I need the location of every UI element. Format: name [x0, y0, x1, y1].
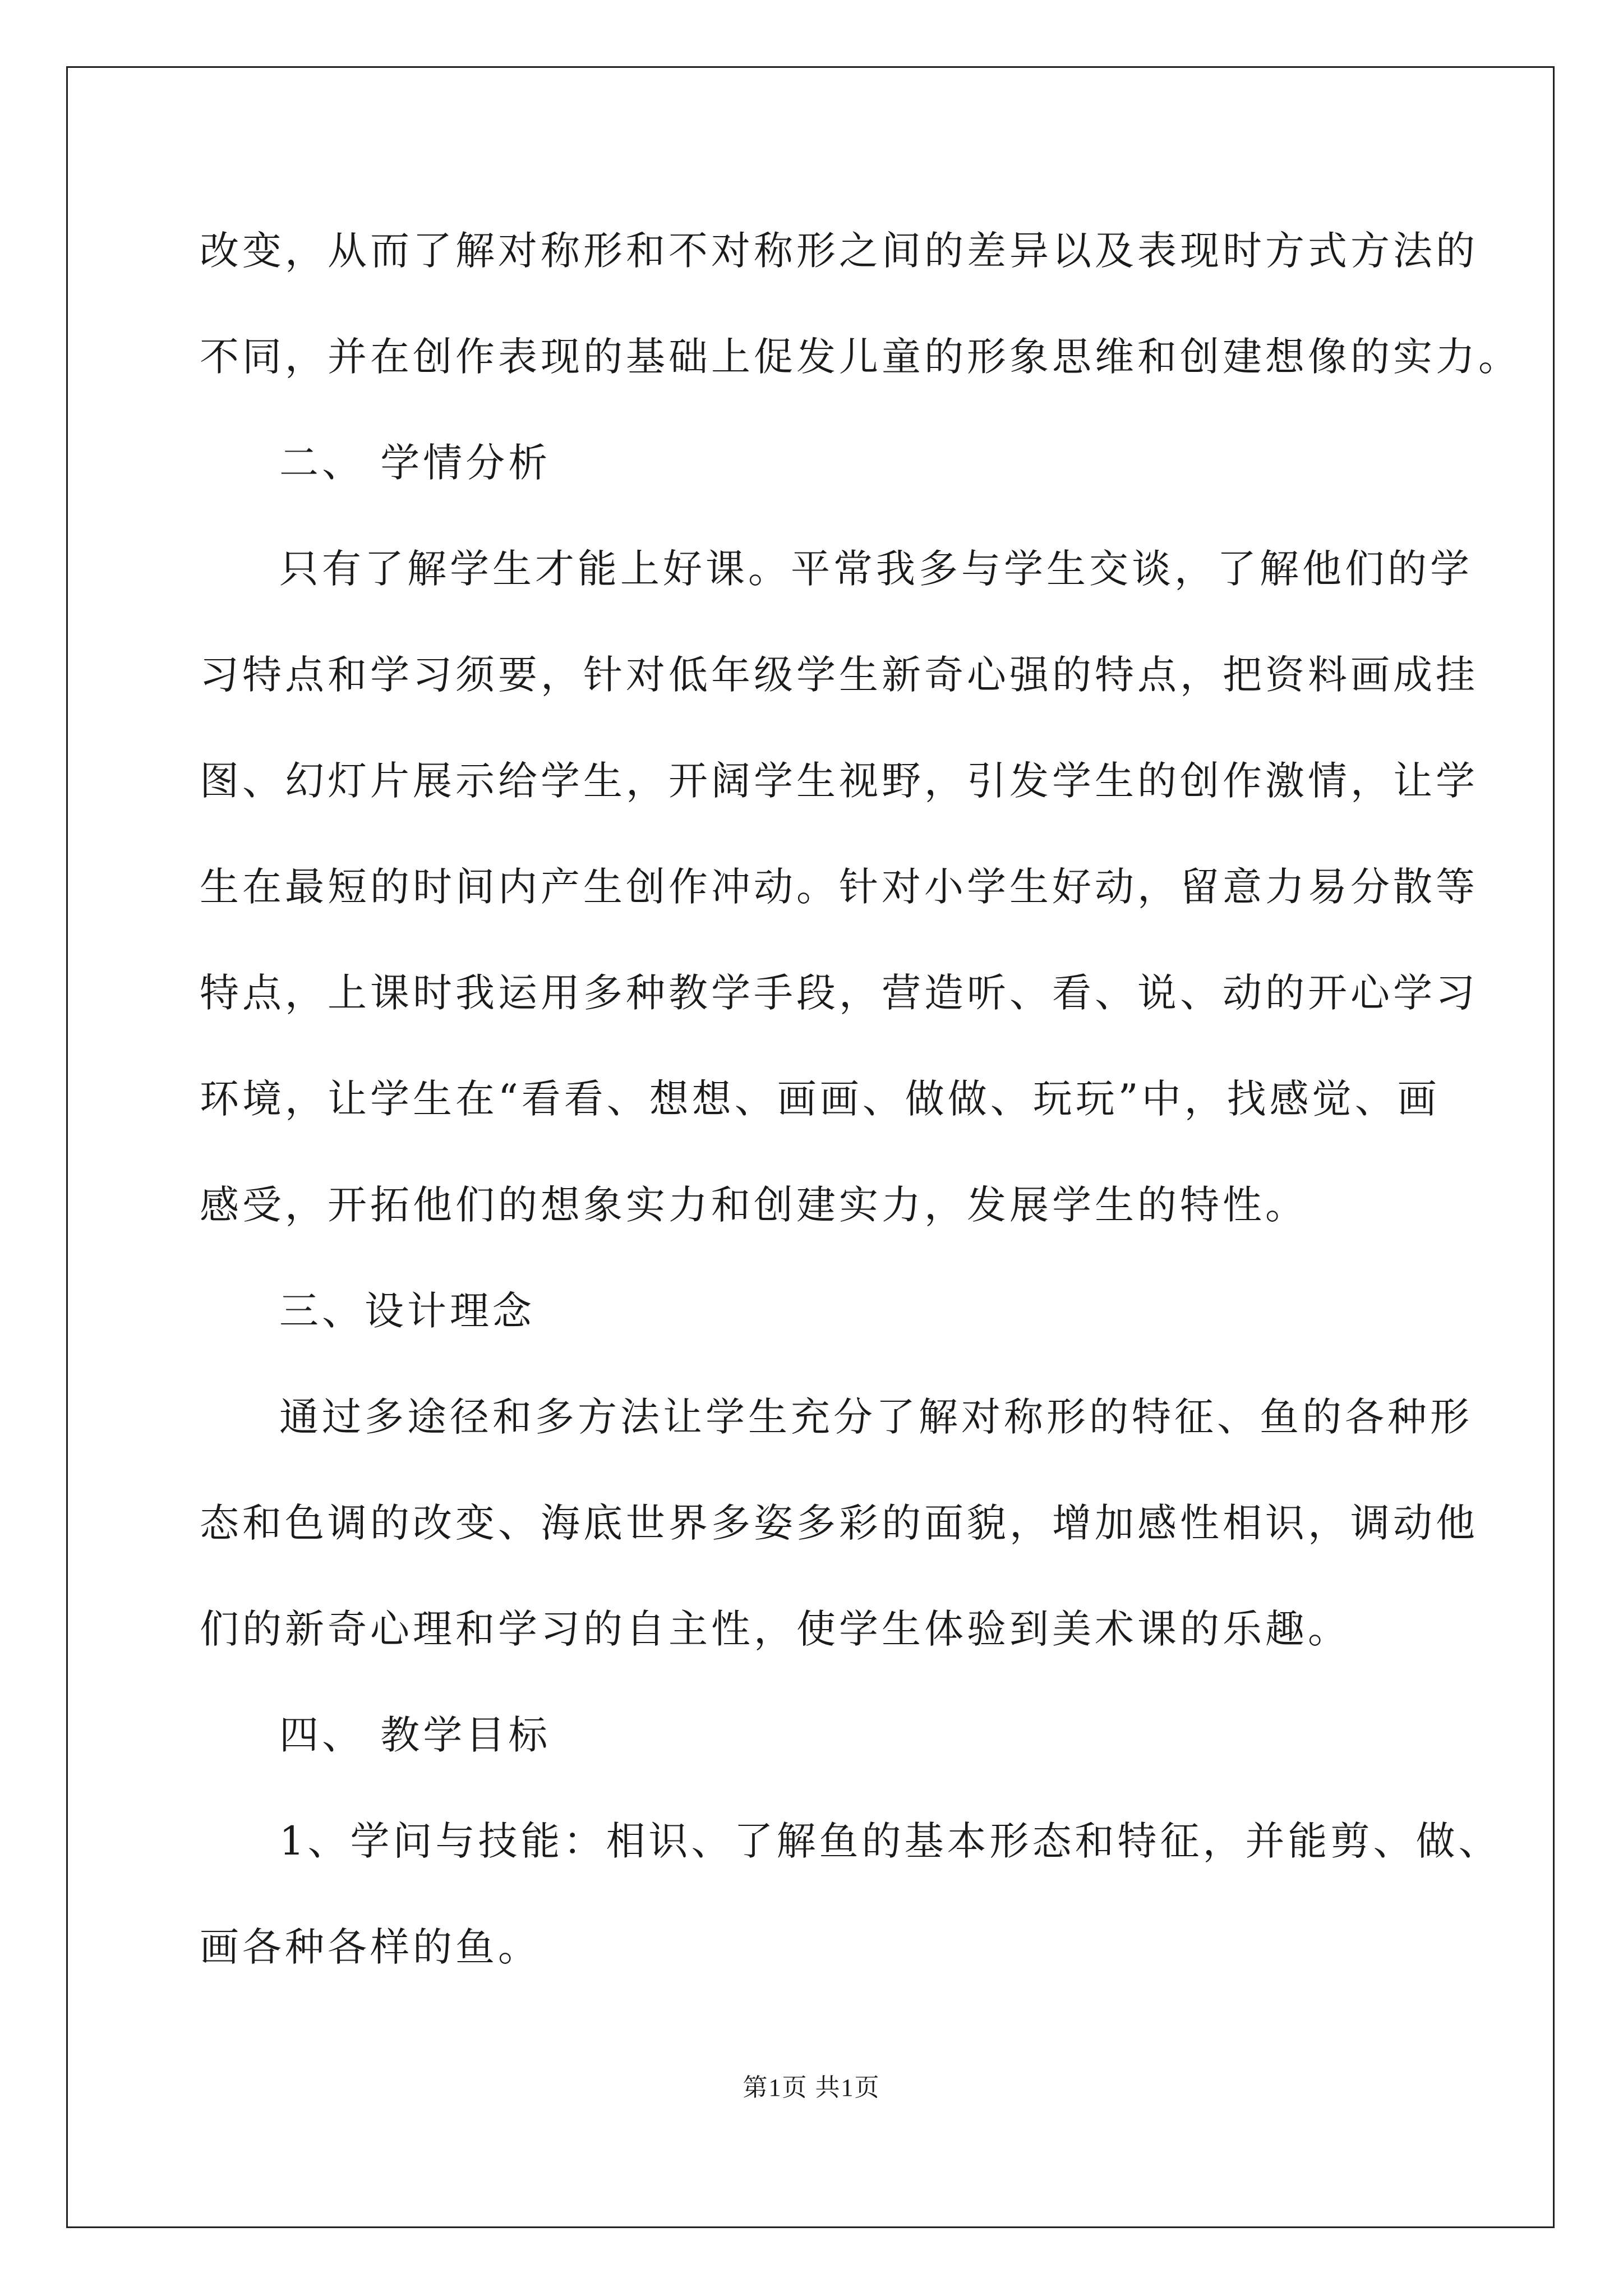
text-line: 二、 学情分析 — [279, 440, 551, 486]
text-line: 通过多途径和多方法让学生充分了解对称形的特征、鱼的各种形 — [279, 1394, 1473, 1440]
text-line: 习特点和学习须要，针对低年级学生新奇心强的特点，把资料画成挂 — [200, 652, 1478, 698]
text-line: 画各种各样的鱼。 — [200, 1924, 541, 1970]
text-line: 环境，让学生在“看看、想想、画画、做做、玩玩”中，找感觉、画 — [200, 1076, 1440, 1122]
text-line: 四、 教学目标 — [279, 1712, 551, 1758]
text-line: 只有了解学生才能上好课。平常我多与学生交谈，了解他们的学 — [279, 546, 1473, 592]
page-footer: 第1页 共1页 — [743, 2074, 880, 2101]
text-line: 态和色调的改变、海底世界多姿多彩的面貌，增加感性相识，调动他 — [200, 1500, 1478, 1546]
text-line: 们的新奇心理和学习的自主性，使学生体验到美术课的乐趣。 — [200, 1606, 1350, 1652]
text-line: 特点，上课时我运用多种教学手段，营造听、看、说、动的开心学习 — [200, 970, 1478, 1016]
text-line: 感受，开拓他们的想象实力和创建实力，发展学生的特性。 — [200, 1182, 1308, 1228]
text-line: 不同，并在创作表现的基础上促发儿童的形象思维和创建想像的实力。 — [200, 334, 1521, 380]
text-line: 1、学问与技能：相识、了解鱼的基本形态和特征，并能剪、做、 — [279, 1818, 1501, 1864]
text-line: 三、设计理念 — [279, 1288, 535, 1334]
text-line: 改变，从而了解对称形和不对称形之间的差异以及表现时方式方法的 — [200, 228, 1478, 274]
document-body — [200, 209, 1521, 2011]
text-line: 图、幻灯片展示给学生，开阔学生视野，引发学生的创作激情，让学 — [200, 758, 1478, 804]
text-line: 生在最短的时间内产生创作冲动。针对小学生好动，留意力易分散等 — [200, 864, 1478, 910]
